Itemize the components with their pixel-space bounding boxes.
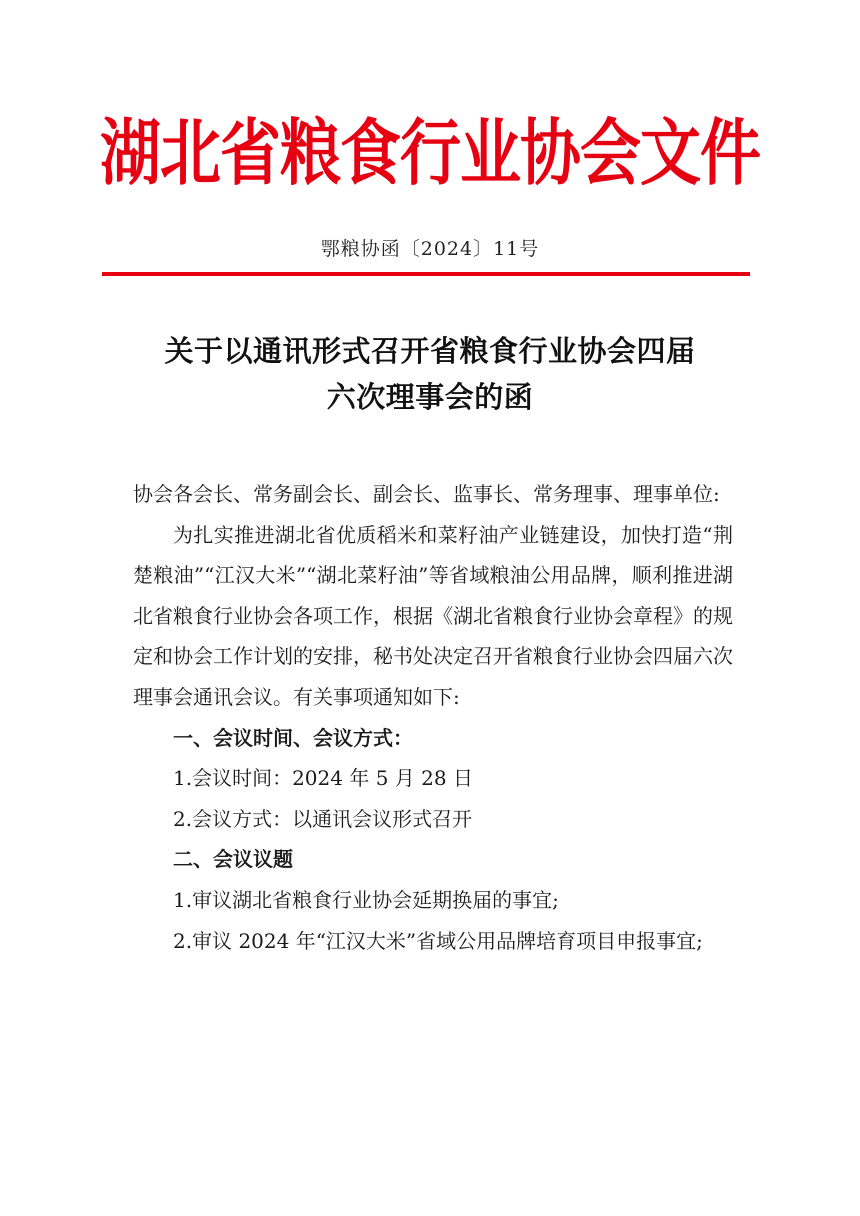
title-line-2: 六次理事会的函 [326,380,534,414]
section-1-heading: 一、会议时间、会议方式： [173,725,413,750]
document-body [133,474,733,961]
red-divider-line [102,272,750,276]
salutation: 协会各会长、常务副会长、副会长、监事长、常务理事、理事单位: [133,482,720,506]
section-1-item: 1.会议时间：2024 年 5 月 28 日 [173,766,473,791]
document-header-title: 湖北省粮食行业协会文件 [99,112,760,196]
document-title [0,328,860,420]
section-2-item: 1.审议湖北省粮食行业协会延期换届的事宜; [173,887,559,912]
section-2-item: 2.审议 2024 年“江汉大米”省域公用品牌培育项目申报事宜; [173,928,703,953]
section-2-heading: 二、会议议题 [173,847,293,872]
intro-paragraph: 为扎实推进湖北省优质稻米和菜籽油产业链建设，加快打造“荆楚粮油”“江汉大米”“湖北菜籽油”等省域粮油公用品牌，顺利推进湖北省粮食行业协会各项工作，根据《湖北省粮食行业协会章程》的规定和协会工作计划的安排，秘书处决定召开省粮食行业协会四届六次理事会通讯会议。有关事项通知如下: [133,522,733,709]
document-number: 鄂粮协函〔2024〕11号 [320,238,540,260]
section-1-item: 2.会议方式：以通讯会议形式召开 [173,806,473,831]
title-line-1: 关于以通讯形式召开省粮食行业协会四届 [164,334,696,368]
